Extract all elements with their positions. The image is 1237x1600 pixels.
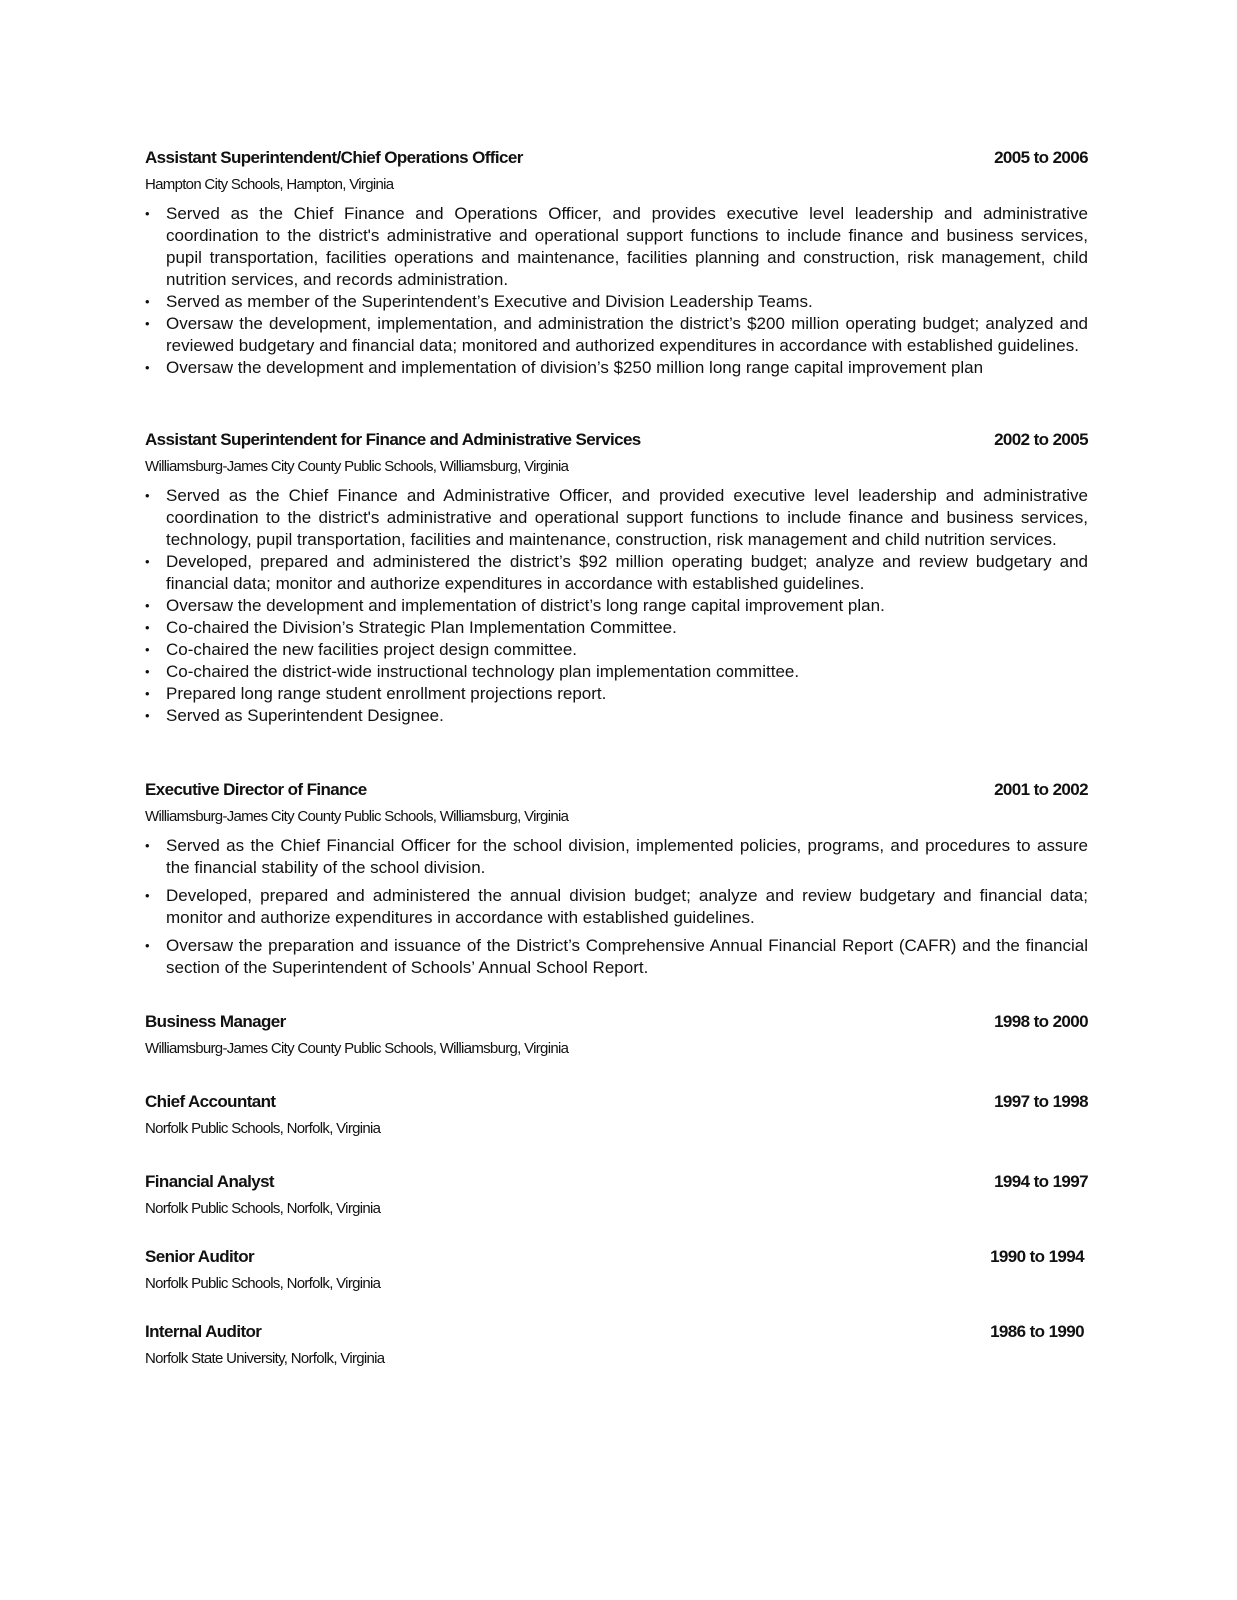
job-years: 2002 to 2005 bbox=[994, 430, 1088, 449]
bullet-icon: • bbox=[145, 664, 150, 679]
bullet-icon: • bbox=[145, 598, 150, 613]
job-title: Business Manager bbox=[145, 1012, 286, 1031]
bullet-text: Developed, prepared and administered the annual division budget; analyze and review budgetary and financial data; monitor and authorize expenditures in accordance with established guidelines. bbox=[166, 886, 1088, 927]
job-entry bbox=[145, 1247, 1088, 1293]
job-bullets bbox=[145, 485, 1088, 727]
bullet-icon: • bbox=[145, 620, 150, 635]
job-header bbox=[145, 1247, 1088, 1267]
bullet-item bbox=[145, 551, 1088, 595]
bullet-text: Co-chaired the Division’s Strategic Plan Implementation Committee. bbox=[166, 618, 677, 637]
bullet-item bbox=[145, 661, 1088, 683]
job-employer: Williamsburg-James City County Public Schools, Williamsburg, Virginia bbox=[145, 458, 569, 475]
bullet-icon: • bbox=[145, 686, 150, 701]
bullet-item bbox=[145, 639, 1088, 661]
job-years: 1990 to 1994 bbox=[990, 1247, 1084, 1266]
bullet-item bbox=[145, 617, 1088, 639]
job-employer: Norfolk Public Schools, Norfolk, Virginia bbox=[145, 1120, 381, 1137]
job-bullets bbox=[145, 203, 1088, 379]
job-title: Chief Accountant bbox=[145, 1092, 276, 1111]
job-header bbox=[145, 430, 1088, 450]
job-header bbox=[145, 1012, 1088, 1032]
bullet-icon: • bbox=[145, 938, 150, 953]
job-title: Internal Auditor bbox=[145, 1322, 262, 1341]
job-header bbox=[145, 1172, 1088, 1192]
bullet-text: Oversaw the development and implementation of division’s $250 million long range capital improvement plan bbox=[166, 358, 984, 377]
job-title: Assistant Superintendent for Finance and Administrative Services bbox=[145, 430, 641, 449]
job-entry bbox=[145, 1322, 1088, 1368]
job-header bbox=[145, 780, 1088, 800]
bullet-text: Prepared long range student enrollment projections report. bbox=[166, 684, 607, 703]
job-years: 1986 to 1990 bbox=[990, 1322, 1084, 1341]
job-entry bbox=[145, 430, 1088, 727]
bullet-text: Oversaw the development, implementation, and administration the district’s $200 million operating budget; analyzed and reviewed budgetary and financial data; monitored and authorized expenditures in accordance with established guidelines. bbox=[166, 314, 1088, 355]
job-employer: Hampton City Schools, Hampton, Virginia bbox=[145, 176, 394, 193]
bullet-icon: • bbox=[145, 642, 150, 657]
bullet-text: Oversaw the preparation and issuance of the District’s Comprehensive Annual Financial Report (CAFR) and the financial section of the Superintendent of Schools’ Annual School Report. bbox=[166, 936, 1088, 977]
job-employer: Williamsburg-James City County Public Schools, Williamsburg, Virginia bbox=[145, 1040, 569, 1057]
bullet-item bbox=[145, 705, 1088, 727]
job-years: 1998 to 2000 bbox=[994, 1012, 1088, 1031]
job-entry bbox=[145, 1092, 1088, 1138]
bullet-item bbox=[145, 485, 1088, 551]
bullet-text: Served as member of the Superintendent’s Executive and Division Leadership Teams. bbox=[166, 292, 813, 311]
job-years: 1997 to 1998 bbox=[994, 1092, 1088, 1111]
bullet-item bbox=[145, 683, 1088, 705]
bullet-text: Served as the Chief Finance and Administrative Officer, and provided executive level leadership and administrative coordination to the district's administrative and operational support functions to include finance and business services, technology, pupil transportation, facilities and maintenance, construction, risk management and child nutrition services. bbox=[166, 486, 1088, 549]
job-header bbox=[145, 1092, 1088, 1112]
bullet-text: Served as the Chief Finance and Operations Officer, and provides executive level leadership and administrative coordination to the district's administrative and operational support functions to include finance and business services, pupil transportation, facilities operations and maintenance, facilities planning and construction, risk management, child nutrition services, and records administration. bbox=[166, 204, 1088, 289]
bullet-icon: • bbox=[145, 554, 150, 569]
job-entry bbox=[145, 148, 1088, 379]
bullet-item bbox=[145, 357, 1088, 379]
job-title: Senior Auditor bbox=[145, 1247, 255, 1266]
bullet-text: Co-chaired the district-wide instructional technology plan implementation committee. bbox=[166, 662, 800, 681]
bullet-icon: • bbox=[145, 708, 150, 723]
job-years: 1994 to 1997 bbox=[994, 1172, 1088, 1191]
job-years: 2005 to 2006 bbox=[994, 148, 1088, 167]
job-employer: Norfolk Public Schools, Norfolk, Virginia bbox=[145, 1200, 381, 1217]
bullet-icon: • bbox=[145, 360, 150, 375]
job-header bbox=[145, 148, 1088, 168]
bullet-icon: • bbox=[145, 316, 150, 331]
bullet-text: Served as the Chief Financial Officer for the school division, implemented policies, programs, and procedures to assure the financial stability of the school division. bbox=[166, 836, 1088, 877]
bullet-item bbox=[145, 313, 1088, 357]
job-employer: Norfolk State University, Norfolk, Virginia bbox=[145, 1350, 385, 1367]
bullet-icon: • bbox=[145, 888, 150, 903]
bullet-item bbox=[145, 291, 1088, 313]
job-bullets bbox=[145, 835, 1088, 979]
bullet-icon: • bbox=[145, 206, 150, 221]
bullet-item bbox=[145, 835, 1088, 879]
bullet-text: Served as Superintendent Designee. bbox=[166, 706, 444, 725]
bullet-item bbox=[145, 935, 1088, 979]
bullet-item bbox=[145, 203, 1088, 291]
bullet-text: Co-chaired the new facilities project design committee. bbox=[166, 640, 578, 659]
job-header bbox=[145, 1322, 1088, 1342]
bullet-text: Oversaw the development and implementation of district’s long range capital improvement plan. bbox=[166, 596, 885, 615]
bullet-icon: • bbox=[145, 488, 150, 503]
job-entry bbox=[145, 1172, 1088, 1218]
bullet-item bbox=[145, 595, 1088, 617]
job-entry bbox=[145, 780, 1088, 985]
bullet-icon: • bbox=[145, 838, 150, 853]
job-years: 2001 to 2002 bbox=[994, 780, 1088, 799]
job-employer: Williamsburg-James City County Public Schools, Williamsburg, Virginia bbox=[145, 808, 569, 825]
job-title: Assistant Superintendent/Chief Operations Officer bbox=[145, 148, 523, 167]
bullet-text: Developed, prepared and administered the district’s $92 million operating budget; analyze and review budgetary and financial data; monitor and authorize expenditures in accordance with established guidelines. bbox=[166, 552, 1088, 593]
job-entry bbox=[145, 1012, 1088, 1058]
job-title: Executive Director of Finance bbox=[145, 780, 367, 799]
job-title: Financial Analyst bbox=[145, 1172, 274, 1191]
bullet-icon: • bbox=[145, 294, 150, 309]
bullet-item bbox=[145, 885, 1088, 929]
job-employer: Norfolk Public Schools, Norfolk, Virginia bbox=[145, 1275, 381, 1292]
